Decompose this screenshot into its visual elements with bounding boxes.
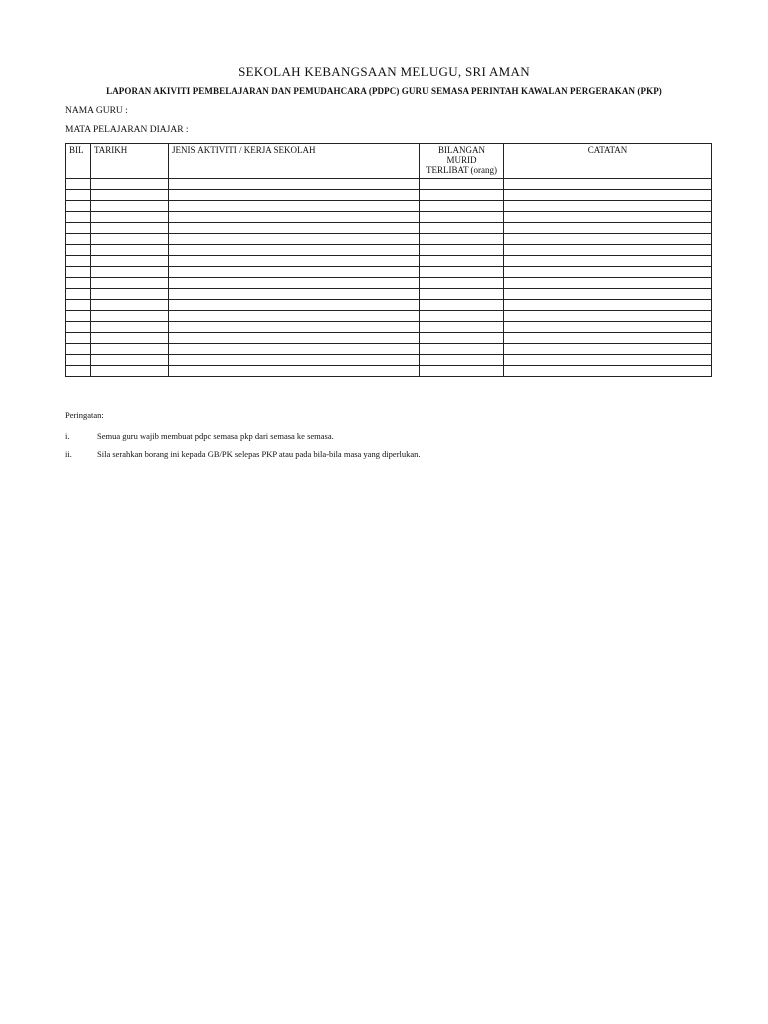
table-cell-jenis-aktiviti — [169, 212, 420, 223]
table-cell-tarikh — [91, 245, 169, 256]
table-row — [66, 311, 712, 322]
table-cell-bil — [66, 278, 91, 289]
table-cell-tarikh — [91, 333, 169, 344]
table-cell-jenis-aktiviti — [169, 322, 420, 333]
mata-pelajaran-label: MATA PELAJARAN DIAJAR : — [65, 125, 189, 135]
table-cell-bil — [66, 366, 91, 377]
table-cell-jenis-aktiviti — [169, 278, 420, 289]
column-header-jenis-aktiviti: JENIS AKTIVITI / KERJA SEKOLAH — [169, 144, 420, 179]
nama-guru-label: NAMA GURU : — [65, 106, 128, 116]
table-cell-bil — [66, 333, 91, 344]
table-cell-tarikh — [91, 256, 169, 267]
table-cell-catatan — [504, 212, 712, 223]
table-cell-bilangan-murid — [420, 190, 504, 201]
table-cell-bil — [66, 300, 91, 311]
table-cell-bil — [66, 190, 91, 201]
column-header-tarikh: TARIKH — [91, 144, 169, 179]
table-cell-tarikh — [91, 355, 169, 366]
table-cell-tarikh — [91, 201, 169, 212]
table-cell-catatan — [504, 300, 712, 311]
table-cell-catatan — [504, 366, 712, 377]
table-cell-bilangan-murid — [420, 322, 504, 333]
note-text: Semua guru wajib membuat pdpc semasa pkp dari semasa ke semasa. — [97, 431, 334, 441]
note-number: ii. — [65, 449, 72, 459]
table-cell-jenis-aktiviti — [169, 344, 420, 355]
table-cell-catatan — [504, 344, 712, 355]
table-row — [66, 366, 712, 377]
report-title: LAPORAN AKIVITI PEMBELAJARAN DAN PEMUDAHCARA (PDPC) GURU SEMASA PERINTAH KAWALAN PERGERAKAN (PKP) — [106, 86, 662, 96]
table-row — [66, 179, 712, 190]
table-body — [66, 179, 712, 377]
table-cell-jenis-aktiviti — [169, 333, 420, 344]
table-cell-catatan — [504, 333, 712, 344]
table-cell-bilangan-murid — [420, 267, 504, 278]
table-row — [66, 278, 712, 289]
table-cell-jenis-aktiviti — [169, 366, 420, 377]
table-cell-jenis-aktiviti — [169, 190, 420, 201]
column-header-bil: BIL — [66, 144, 91, 179]
table-cell-bil — [66, 179, 91, 190]
table-cell-bil — [66, 256, 91, 267]
table-cell-bil — [66, 355, 91, 366]
table-row — [66, 289, 712, 300]
table-row — [66, 267, 712, 278]
table-cell-catatan — [504, 190, 712, 201]
table-cell-tarikh — [91, 311, 169, 322]
table-cell-jenis-aktiviti — [169, 300, 420, 311]
table-cell-tarikh — [91, 179, 169, 190]
table-row — [66, 322, 712, 333]
table-row — [66, 234, 712, 245]
table-cell-bilangan-murid — [420, 256, 504, 267]
table-row — [66, 344, 712, 355]
table-cell-catatan — [504, 179, 712, 190]
table-cell-tarikh — [91, 267, 169, 278]
table-cell-bil — [66, 289, 91, 300]
table-row — [66, 223, 712, 234]
table-cell-bil — [66, 311, 91, 322]
table-cell-catatan — [504, 234, 712, 245]
table-cell-catatan — [504, 322, 712, 333]
bilangan-line-1: BILANGAN — [438, 145, 485, 155]
table-cell-bil — [66, 245, 91, 256]
bilangan-line-3: TERLIBAT (orang) — [425, 165, 498, 175]
table-cell-jenis-aktiviti — [169, 256, 420, 267]
table-cell-jenis-aktiviti — [169, 267, 420, 278]
table-row — [66, 190, 712, 201]
table-cell-bilangan-murid — [420, 300, 504, 311]
table-cell-catatan — [504, 267, 712, 278]
table-cell-jenis-aktiviti — [169, 179, 420, 190]
table-cell-bilangan-murid — [420, 201, 504, 212]
table-cell-tarikh — [91, 212, 169, 223]
table-cell-tarikh — [91, 344, 169, 355]
table-row — [66, 201, 712, 212]
table-cell-jenis-aktiviti — [169, 289, 420, 300]
table-row — [66, 355, 712, 366]
activity-table — [65, 143, 712, 377]
table-cell-bilangan-murid — [420, 179, 504, 190]
table-cell-catatan — [504, 278, 712, 289]
table-cell-bil — [66, 212, 91, 223]
table-header-row — [66, 144, 712, 179]
table-row — [66, 300, 712, 311]
table-cell-bil — [66, 267, 91, 278]
table-row — [66, 256, 712, 267]
table-cell-jenis-aktiviti — [169, 223, 420, 234]
table-cell-catatan — [504, 201, 712, 212]
bilangan-line-2: MURID — [446, 155, 477, 165]
table-cell-tarikh — [91, 278, 169, 289]
note-number: i. — [65, 431, 70, 441]
table-cell-bil — [66, 322, 91, 333]
table-cell-jenis-aktiviti — [169, 355, 420, 366]
table-cell-bilangan-murid — [420, 245, 504, 256]
table-cell-bilangan-murid — [420, 212, 504, 223]
table-cell-jenis-aktiviti — [169, 201, 420, 212]
table-cell-catatan — [504, 289, 712, 300]
table-cell-tarikh — [91, 322, 169, 333]
table-cell-tarikh — [91, 234, 169, 245]
table-cell-tarikh — [91, 190, 169, 201]
notes-heading: Peringatan: — [65, 410, 104, 420]
table-cell-bilangan-murid — [420, 289, 504, 300]
note-text: Sila serahkan borang ini kepada GB/PK selepas PKP atau pada bila-bila masa yang diperlukan. — [97, 449, 421, 459]
table-cell-bilangan-murid — [420, 333, 504, 344]
table-cell-jenis-aktiviti — [169, 311, 420, 322]
table-cell-tarikh — [91, 300, 169, 311]
table-cell-jenis-aktiviti — [169, 245, 420, 256]
table-row — [66, 245, 712, 256]
table-cell-bil — [66, 201, 91, 212]
table-cell-tarikh — [91, 366, 169, 377]
table-cell-bilangan-murid — [420, 366, 504, 377]
table-cell-catatan — [504, 256, 712, 267]
table-cell-catatan — [504, 223, 712, 234]
table-cell-catatan — [504, 245, 712, 256]
table-cell-bilangan-murid — [420, 344, 504, 355]
table-cell-bil — [66, 234, 91, 245]
table-cell-bil — [66, 223, 91, 234]
table-cell-bilangan-murid — [420, 234, 504, 245]
table-cell-bilangan-murid — [420, 223, 504, 234]
table-cell-catatan — [504, 311, 712, 322]
table-cell-bilangan-murid — [420, 311, 504, 322]
table-row — [66, 212, 712, 223]
table-cell-bilangan-murid — [420, 355, 504, 366]
table-cell-bil — [66, 344, 91, 355]
column-header-bilangan-murid — [420, 144, 504, 179]
table-cell-tarikh — [91, 223, 169, 234]
table-cell-catatan — [504, 355, 712, 366]
table-cell-tarikh — [91, 289, 169, 300]
school-name: SEKOLAH KEBANGSAAN MELUGU, SRI AMAN — [238, 64, 530, 79]
table-cell-bilangan-murid — [420, 278, 504, 289]
column-header-catatan: CATATAN — [504, 144, 712, 179]
table-row — [66, 333, 712, 344]
table-cell-jenis-aktiviti — [169, 234, 420, 245]
